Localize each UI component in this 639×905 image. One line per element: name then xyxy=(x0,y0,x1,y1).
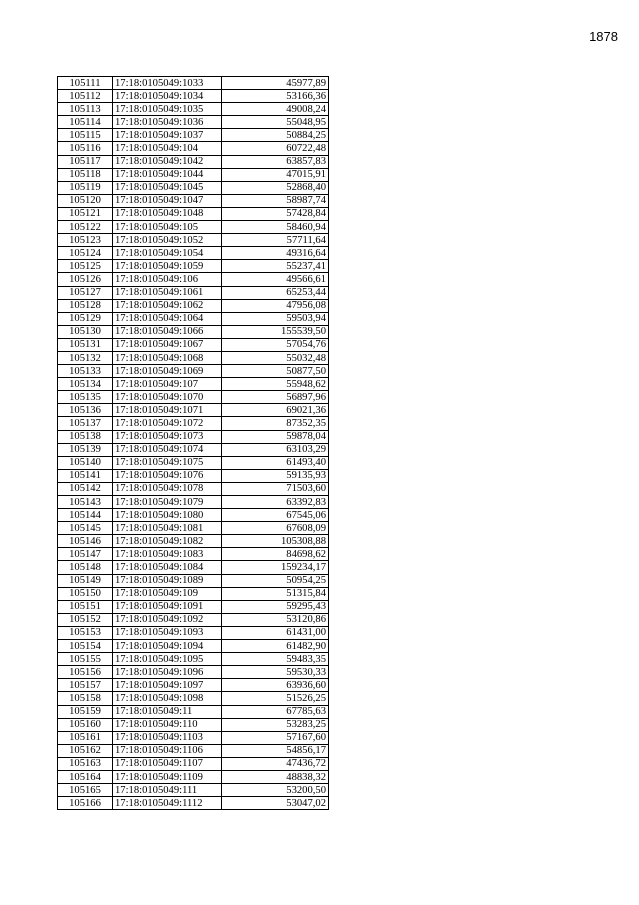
record-id-cell: 105122 xyxy=(58,221,113,234)
value-cell: 45977,89 xyxy=(222,77,329,90)
cadastral-number-cell: 17:18:0105049:1076 xyxy=(113,469,222,482)
value-cell: 69021,36 xyxy=(222,404,329,417)
value-cell: 105308,88 xyxy=(222,535,329,548)
table-row xyxy=(58,391,329,404)
table-row xyxy=(58,574,329,587)
value-cell: 47015,91 xyxy=(222,168,329,181)
cadastral-number-cell: 17:18:0105049:106 xyxy=(113,273,222,286)
cadastral-number-cell: 17:18:0105049:1054 xyxy=(113,247,222,260)
table-row xyxy=(58,90,329,103)
table-row xyxy=(58,626,329,639)
cadastral-number-cell: 17:18:0105049:1093 xyxy=(113,626,222,639)
table-row xyxy=(58,640,329,653)
table-row xyxy=(58,338,329,351)
record-id-cell: 105130 xyxy=(58,325,113,338)
cadastral-number-cell: 17:18:0105049:1089 xyxy=(113,574,222,587)
value-cell: 61431,00 xyxy=(222,626,329,639)
cadastral-number-cell: 17:18:0105049:1079 xyxy=(113,496,222,509)
record-id-cell: 105124 xyxy=(58,247,113,260)
table-row xyxy=(58,417,329,430)
records-table-body xyxy=(58,77,329,810)
value-cell: 57711,64 xyxy=(222,234,329,247)
value-cell: 51526,25 xyxy=(222,692,329,705)
value-cell: 47436,72 xyxy=(222,757,329,770)
table-row xyxy=(58,142,329,155)
record-id-cell: 105121 xyxy=(58,207,113,220)
value-cell: 61482,90 xyxy=(222,640,329,653)
record-id-cell: 105166 xyxy=(58,797,113,810)
table-row xyxy=(58,587,329,600)
value-cell: 50877,50 xyxy=(222,365,329,378)
value-cell: 50884,25 xyxy=(222,129,329,142)
cadastral-number-cell: 17:18:0105049:1062 xyxy=(113,299,222,312)
value-cell: 67545,06 xyxy=(222,509,329,522)
cadastral-number-cell: 17:18:0105049:1074 xyxy=(113,443,222,456)
record-id-cell: 105115 xyxy=(58,129,113,142)
value-cell: 55048,95 xyxy=(222,116,329,129)
value-cell: 60722,48 xyxy=(222,142,329,155)
table-row xyxy=(58,129,329,142)
cadastral-number-cell: 17:18:0105049:1042 xyxy=(113,155,222,168)
cadastral-number-cell: 17:18:0105049:105 xyxy=(113,221,222,234)
table-row xyxy=(58,221,329,234)
cadastral-number-cell: 17:18:0105049:1037 xyxy=(113,129,222,142)
table-row xyxy=(58,718,329,731)
value-cell: 49316,64 xyxy=(222,247,329,260)
record-id-cell: 105150 xyxy=(58,587,113,600)
record-id-cell: 105164 xyxy=(58,770,113,783)
value-cell: 59503,94 xyxy=(222,312,329,325)
record-id-cell: 105152 xyxy=(58,613,113,626)
record-id-cell: 105140 xyxy=(58,456,113,469)
value-cell: 71503,60 xyxy=(222,482,329,495)
table-row xyxy=(58,509,329,522)
cadastral-number-cell: 17:18:0105049:1092 xyxy=(113,613,222,626)
record-id-cell: 105131 xyxy=(58,338,113,351)
cadastral-number-cell: 17:18:0105049:1067 xyxy=(113,338,222,351)
cadastral-number-cell: 17:18:0105049:1096 xyxy=(113,666,222,679)
value-cell: 59878,04 xyxy=(222,430,329,443)
value-cell: 53166,36 xyxy=(222,90,329,103)
cadastral-number-cell: 17:18:0105049:1059 xyxy=(113,260,222,273)
value-cell: 56897,96 xyxy=(222,391,329,404)
record-id-cell: 105129 xyxy=(58,312,113,325)
cadastral-number-cell: 17:18:0105049:1052 xyxy=(113,234,222,247)
table-row xyxy=(58,325,329,338)
table-row xyxy=(58,103,329,116)
record-id-cell: 105147 xyxy=(58,548,113,561)
table-row xyxy=(58,404,329,417)
value-cell: 63103,29 xyxy=(222,443,329,456)
records-table xyxy=(57,76,329,810)
cadastral-number-cell: 17:18:0105049:1097 xyxy=(113,679,222,692)
record-id-cell: 105148 xyxy=(58,561,113,574)
value-cell: 67785,63 xyxy=(222,705,329,718)
value-cell: 57167,60 xyxy=(222,731,329,744)
cadastral-number-cell: 17:18:0105049:1082 xyxy=(113,535,222,548)
value-cell: 57428,84 xyxy=(222,207,329,220)
cadastral-number-cell: 17:18:0105049:1107 xyxy=(113,757,222,770)
table-row xyxy=(58,600,329,613)
record-id-cell: 105158 xyxy=(58,692,113,705)
value-cell: 55032,48 xyxy=(222,351,329,364)
table-row xyxy=(58,77,329,90)
table-row xyxy=(58,378,329,391)
table-row xyxy=(58,312,329,325)
cadastral-number-cell: 17:18:0105049:1033 xyxy=(113,77,222,90)
cadastral-number-cell: 17:18:0105049:1071 xyxy=(113,404,222,417)
cadastral-number-cell: 17:18:0105049:1091 xyxy=(113,600,222,613)
value-cell: 57054,76 xyxy=(222,338,329,351)
table-row xyxy=(58,797,329,810)
value-cell: 58987,74 xyxy=(222,194,329,207)
record-id-cell: 105146 xyxy=(58,535,113,548)
table-row xyxy=(58,443,329,456)
cadastral-number-cell: 17:18:0105049:1070 xyxy=(113,391,222,404)
record-id-cell: 105116 xyxy=(58,142,113,155)
record-id-cell: 105154 xyxy=(58,640,113,653)
value-cell: 63857,83 xyxy=(222,155,329,168)
value-cell: 59530,33 xyxy=(222,666,329,679)
value-cell: 55237,41 xyxy=(222,260,329,273)
table-row xyxy=(58,168,329,181)
record-id-cell: 105143 xyxy=(58,496,113,509)
cadastral-number-cell: 17:18:0105049:1045 xyxy=(113,181,222,194)
cadastral-number-cell: 17:18:0105049:109 xyxy=(113,587,222,600)
record-id-cell: 105155 xyxy=(58,653,113,666)
table-row xyxy=(58,731,329,744)
value-cell: 48838,32 xyxy=(222,770,329,783)
record-id-cell: 105142 xyxy=(58,482,113,495)
table-row xyxy=(58,692,329,705)
record-id-cell: 105163 xyxy=(58,757,113,770)
value-cell: 51315,84 xyxy=(222,587,329,600)
table-row xyxy=(58,365,329,378)
record-id-cell: 105136 xyxy=(58,404,113,417)
value-cell: 84698,62 xyxy=(222,548,329,561)
cadastral-number-cell: 17:18:0105049:1066 xyxy=(113,325,222,338)
value-cell: 49008,24 xyxy=(222,103,329,116)
cadastral-number-cell: 17:18:0105049:1068 xyxy=(113,351,222,364)
record-id-cell: 105145 xyxy=(58,522,113,535)
table-row xyxy=(58,234,329,247)
record-id-cell: 105112 xyxy=(58,90,113,103)
cadastral-number-cell: 17:18:0105049:1035 xyxy=(113,103,222,116)
table-row xyxy=(58,613,329,626)
table-row xyxy=(58,456,329,469)
value-cell: 87352,35 xyxy=(222,417,329,430)
record-id-cell: 105123 xyxy=(58,234,113,247)
table-row xyxy=(58,744,329,757)
value-cell: 65253,44 xyxy=(222,286,329,299)
table-row xyxy=(58,535,329,548)
value-cell: 59483,35 xyxy=(222,653,329,666)
cadastral-number-cell: 17:18:0105049:1064 xyxy=(113,312,222,325)
cadastral-number-cell: 17:18:0105049:1044 xyxy=(113,168,222,181)
value-cell: 54856,17 xyxy=(222,744,329,757)
page-number: 1878 xyxy=(589,29,618,44)
record-id-cell: 105117 xyxy=(58,155,113,168)
cadastral-number-cell: 17:18:0105049:110 xyxy=(113,718,222,731)
value-cell: 63936,60 xyxy=(222,679,329,692)
table-row xyxy=(58,561,329,574)
record-id-cell: 105151 xyxy=(58,600,113,613)
value-cell: 58460,94 xyxy=(222,221,329,234)
value-cell: 55948,62 xyxy=(222,378,329,391)
cadastral-number-cell: 17:18:0105049:104 xyxy=(113,142,222,155)
value-cell: 49566,61 xyxy=(222,273,329,286)
table-row xyxy=(58,299,329,312)
table-row xyxy=(58,469,329,482)
value-cell: 53283,25 xyxy=(222,718,329,731)
value-cell: 159234,17 xyxy=(222,561,329,574)
value-cell: 59295,43 xyxy=(222,600,329,613)
record-id-cell: 105126 xyxy=(58,273,113,286)
cadastral-number-cell: 17:18:0105049:1112 xyxy=(113,797,222,810)
value-cell: 155539,50 xyxy=(222,325,329,338)
table-row xyxy=(58,548,329,561)
table-row xyxy=(58,181,329,194)
cadastral-number-cell: 17:18:0105049:1048 xyxy=(113,207,222,220)
cadastral-number-cell: 17:18:0105049:1069 xyxy=(113,365,222,378)
cadastral-number-cell: 17:18:0105049:1106 xyxy=(113,744,222,757)
record-id-cell: 105132 xyxy=(58,351,113,364)
cadastral-number-cell: 17:18:0105049:1034 xyxy=(113,90,222,103)
value-cell: 53120,86 xyxy=(222,613,329,626)
value-cell: 61493,40 xyxy=(222,456,329,469)
record-id-cell: 105162 xyxy=(58,744,113,757)
record-id-cell: 105144 xyxy=(58,509,113,522)
cadastral-number-cell: 17:18:0105049:111 xyxy=(113,784,222,797)
cadastral-number-cell: 17:18:0105049:1084 xyxy=(113,561,222,574)
cadastral-number-cell: 17:18:0105049:1072 xyxy=(113,417,222,430)
record-id-cell: 105118 xyxy=(58,168,113,181)
table-row xyxy=(58,430,329,443)
table-row xyxy=(58,522,329,535)
cadastral-number-cell: 17:18:0105049:1095 xyxy=(113,653,222,666)
record-id-cell: 105135 xyxy=(58,391,113,404)
value-cell: 47956,08 xyxy=(222,299,329,312)
table-row xyxy=(58,705,329,718)
cadastral-number-cell: 17:18:0105049:1073 xyxy=(113,430,222,443)
table-row xyxy=(58,482,329,495)
value-cell: 53200,50 xyxy=(222,784,329,797)
record-id-cell: 105128 xyxy=(58,299,113,312)
cadastral-number-cell: 17:18:0105049:1103 xyxy=(113,731,222,744)
cadastral-number-cell: 17:18:0105049:1081 xyxy=(113,522,222,535)
record-id-cell: 105141 xyxy=(58,469,113,482)
record-id-cell: 105119 xyxy=(58,181,113,194)
record-id-cell: 105111 xyxy=(58,77,113,90)
cadastral-number-cell: 17:18:0105049:1061 xyxy=(113,286,222,299)
value-cell: 59135,93 xyxy=(222,469,329,482)
cadastral-number-cell: 17:18:0105049:1109 xyxy=(113,770,222,783)
table-row xyxy=(58,679,329,692)
table-row xyxy=(58,260,329,273)
value-cell: 52868,40 xyxy=(222,181,329,194)
cadastral-number-cell: 17:18:0105049:1075 xyxy=(113,456,222,469)
record-id-cell: 105160 xyxy=(58,718,113,731)
cadastral-number-cell: 17:18:0105049:1036 xyxy=(113,116,222,129)
record-id-cell: 105114 xyxy=(58,116,113,129)
cadastral-number-cell: 17:18:0105049:1080 xyxy=(113,509,222,522)
table-row xyxy=(58,273,329,286)
value-cell: 67608,09 xyxy=(222,522,329,535)
cadastral-number-cell: 17:18:0105049:1098 xyxy=(113,692,222,705)
record-id-cell: 105138 xyxy=(58,430,113,443)
record-id-cell: 105113 xyxy=(58,103,113,116)
table-row xyxy=(58,286,329,299)
table-row xyxy=(58,666,329,679)
table-row xyxy=(58,653,329,666)
record-id-cell: 105153 xyxy=(58,626,113,639)
cadastral-number-cell: 17:18:0105049:1083 xyxy=(113,548,222,561)
table-row xyxy=(58,207,329,220)
value-cell: 63392,83 xyxy=(222,496,329,509)
record-id-cell: 105133 xyxy=(58,365,113,378)
value-cell: 53047,02 xyxy=(222,797,329,810)
record-id-cell: 105165 xyxy=(58,784,113,797)
record-id-cell: 105149 xyxy=(58,574,113,587)
table-row xyxy=(58,757,329,770)
table-row xyxy=(58,116,329,129)
table-row xyxy=(58,784,329,797)
table-row xyxy=(58,247,329,260)
record-id-cell: 105156 xyxy=(58,666,113,679)
record-id-cell: 105159 xyxy=(58,705,113,718)
cadastral-number-cell: 17:18:0105049:11 xyxy=(113,705,222,718)
cadastral-number-cell: 17:18:0105049:107 xyxy=(113,378,222,391)
cadastral-number-cell: 17:18:0105049:1094 xyxy=(113,640,222,653)
table-row xyxy=(58,770,329,783)
record-id-cell: 105161 xyxy=(58,731,113,744)
cadastral-number-cell: 17:18:0105049:1047 xyxy=(113,194,222,207)
table-row xyxy=(58,496,329,509)
record-id-cell: 105125 xyxy=(58,260,113,273)
cadastral-number-cell: 17:18:0105049:1078 xyxy=(113,482,222,495)
table-row xyxy=(58,155,329,168)
table-row xyxy=(58,194,329,207)
record-id-cell: 105139 xyxy=(58,443,113,456)
record-id-cell: 105120 xyxy=(58,194,113,207)
table-row xyxy=(58,351,329,364)
record-id-cell: 105157 xyxy=(58,679,113,692)
record-id-cell: 105134 xyxy=(58,378,113,391)
value-cell: 50954,25 xyxy=(222,574,329,587)
record-id-cell: 105127 xyxy=(58,286,113,299)
record-id-cell: 105137 xyxy=(58,417,113,430)
